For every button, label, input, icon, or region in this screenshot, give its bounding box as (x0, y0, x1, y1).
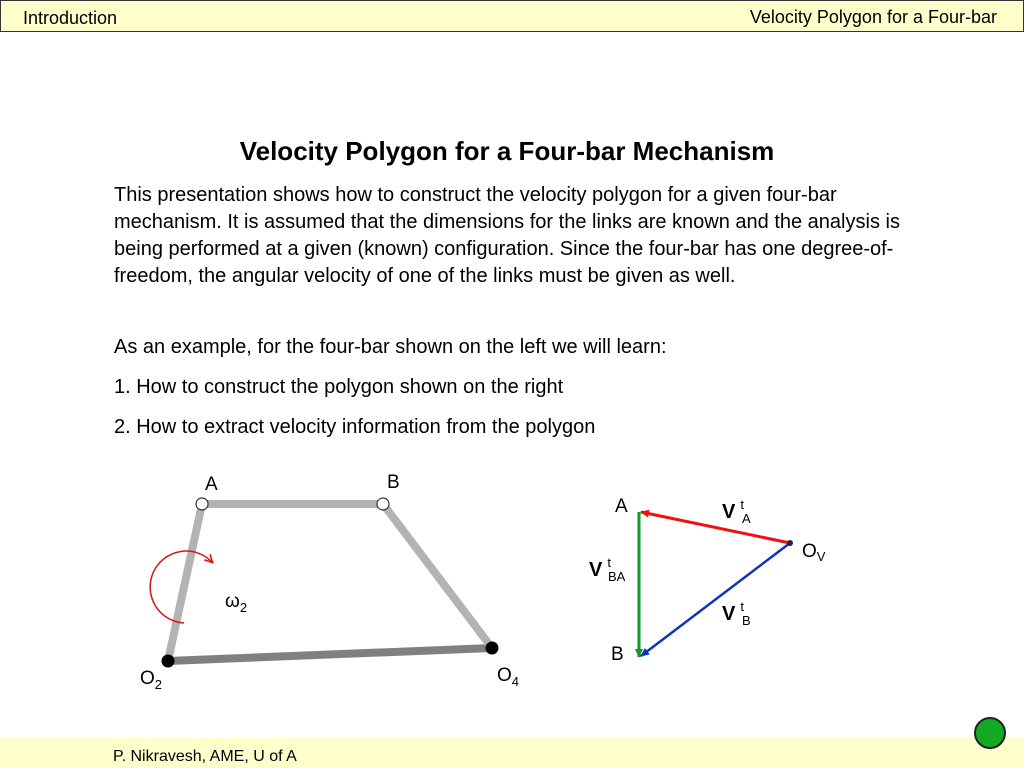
vta-label: V $^t$ A (722, 497, 751, 526)
joint-a (196, 498, 208, 510)
footer-bar (0, 738, 1024, 768)
slide-topic-label: Velocity Polygon for a Four-bar (749, 7, 997, 27)
rocker-link (383, 504, 492, 648)
mech-label-o2: $O_2$ (140, 668, 163, 692)
mech-label-b: B (387, 472, 400, 493)
learning-item-1: 1. How to construct the polygon shown on the right (114, 376, 564, 398)
joint-b (377, 498, 389, 510)
poly-label-ov: $O_V$ (802, 541, 826, 564)
mech-label-a: A (205, 474, 218, 495)
ground-link (168, 648, 492, 661)
next-slide-button[interactable] (974, 717, 1006, 749)
crank-link (168, 504, 202, 661)
ground-pivot-o2 (162, 655, 175, 668)
vector-vtb (641, 543, 790, 656)
section-label: Introduction (23, 8, 118, 28)
vtb-label: V $^t$ B (722, 599, 751, 628)
poly-label-b: B (611, 644, 624, 665)
poly-label-a: A (615, 496, 628, 517)
mech-label-o4: $O_4$ (497, 665, 520, 689)
learning-item-2: 2. How to extract velocity information from the polygon (114, 416, 596, 438)
omega-label: $\omega_2$ (225, 591, 248, 615)
vtba-label: V $^t$ BA (589, 555, 626, 584)
vector-vta (641, 512, 790, 543)
intro-paragraph: This presentation shows how to construct the velocity polygon for a given four-bar mechanism. It is assumed that the dimensions for the links are known and the analysis is being performed at a given (known) configuration. Since the four-bar has one degree-of-freedom, the angular velocity of one of the links must be given as well. (114, 184, 900, 287)
slide-title: Velocity Polygon for a Four-bar Mechanism (239, 136, 775, 166)
velocity-origin-dot (787, 540, 793, 546)
example-paragraph: As an example, for the four-bar shown on the left we will learn: (114, 336, 667, 358)
four-bar-mechanism (150, 498, 498, 668)
ground-pivot-o4 (486, 642, 499, 655)
velocity-polygon (639, 512, 793, 657)
footer-credit: P. Nikravesh, AME, U of A (113, 748, 297, 765)
